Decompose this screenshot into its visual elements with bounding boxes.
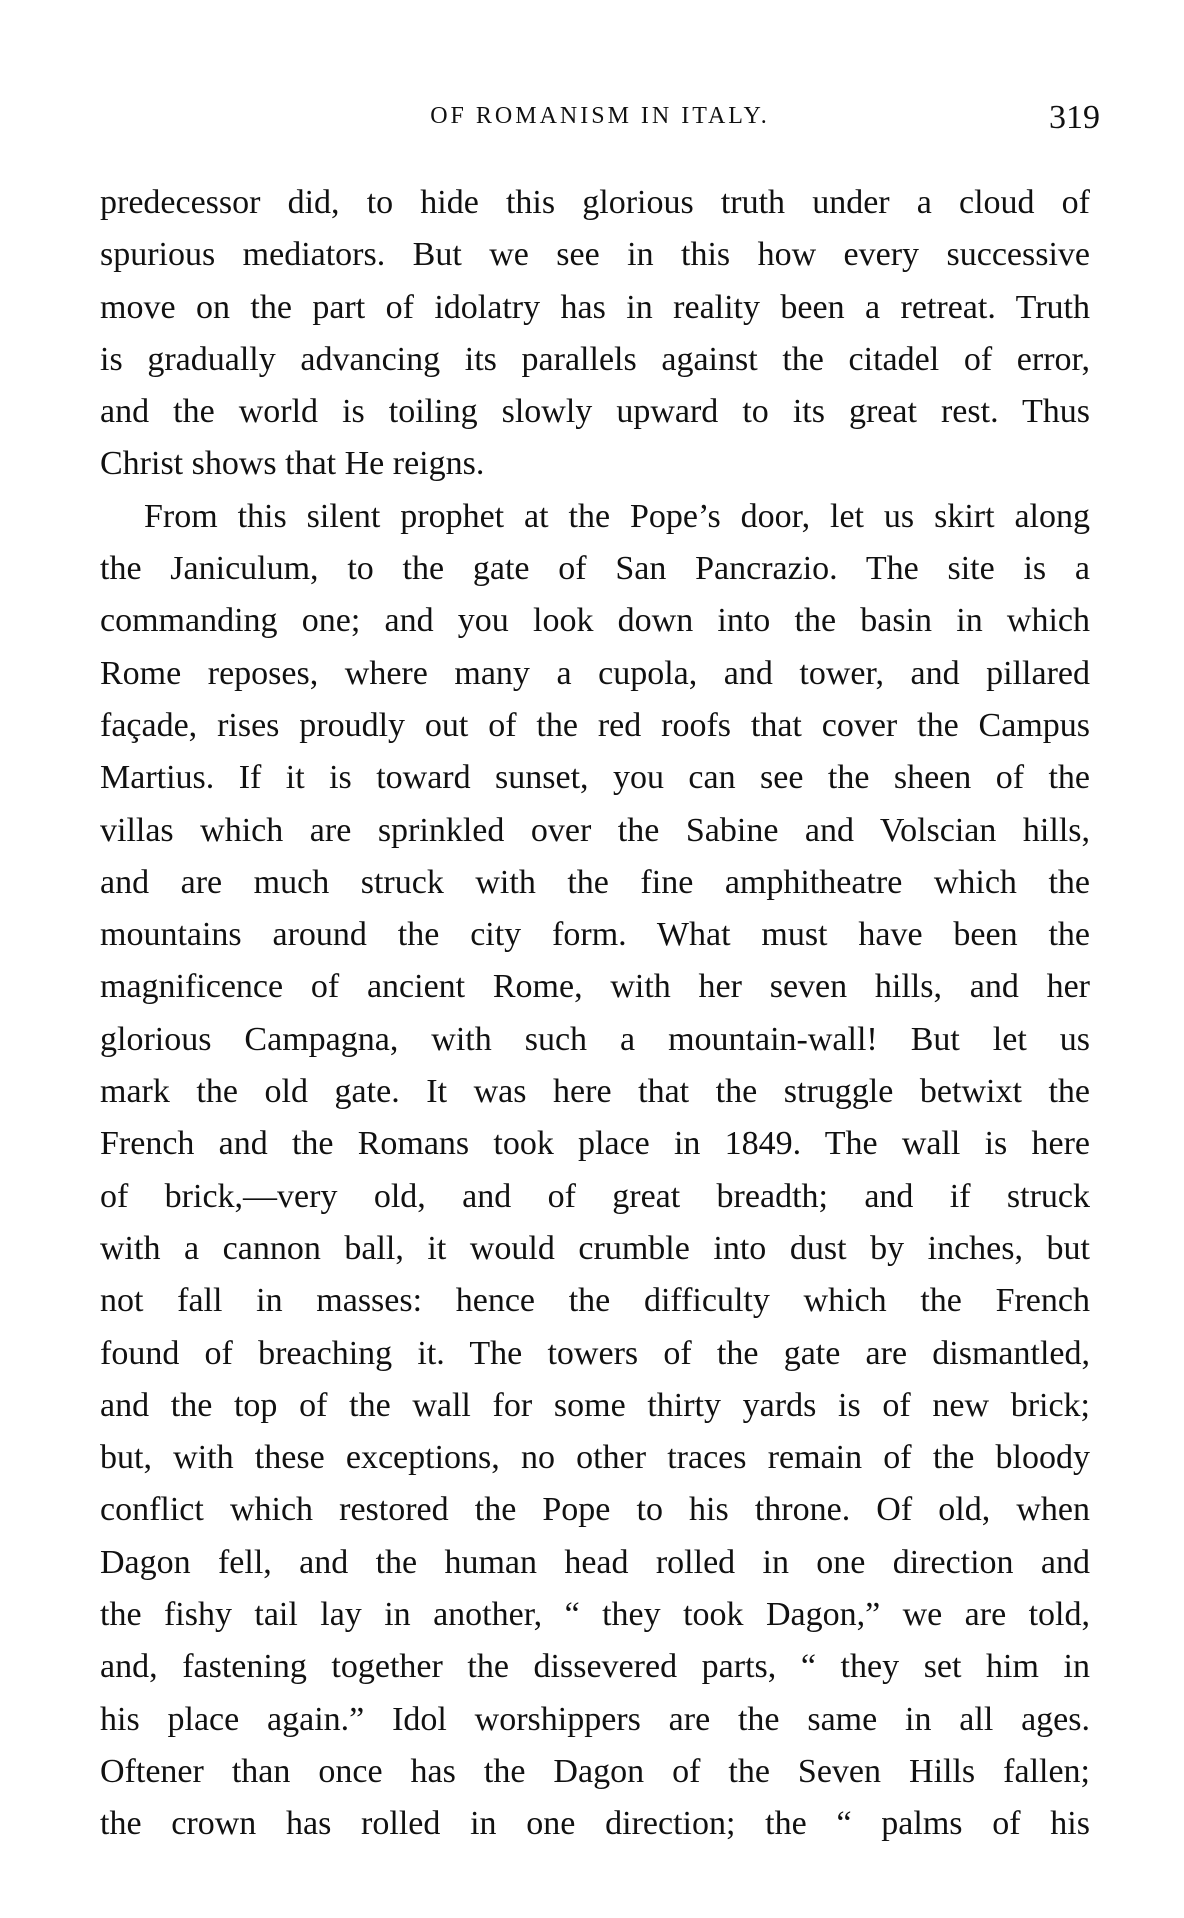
text-line: not fall in masses: hence the difficulty which the French	[100, 1282, 1090, 1320]
text-line: is gradually advancing its parallels against the citadel of error,	[100, 340, 1090, 378]
text-line: glorious Campagna, with such a mountain-wall! But let us	[100, 1020, 1090, 1058]
text-line: and the world is toiling slowly upward to its great rest. Thus	[100, 393, 1090, 431]
text-line: and the top of the wall for some thirty yards is of new brick;	[100, 1386, 1090, 1424]
text-line: French and the Romans took place in 1849. The wall is here	[100, 1125, 1090, 1163]
text-line: with a cannon ball, it would crumble into dust by inches, but	[100, 1229, 1090, 1267]
text-line: of brick,—very old, and of great breadth; and if struck	[100, 1177, 1090, 1215]
text-line: his place again.” Idol worshippers are the same in all ages.	[100, 1700, 1090, 1738]
text-line: the fishy tail lay in another, “ they took Dagon,” we are told,	[100, 1596, 1090, 1634]
text-line: but, with these exceptions, no other traces remain of the bloody	[100, 1439, 1090, 1477]
text-line: the Janiculum, to the gate of San Pancrazio. The site is a	[100, 550, 1090, 588]
text-line: villas which are sprinkled over the Sabine and Volscian hills,	[100, 811, 1090, 849]
paragraph-start-line: From this silent prophet at the Pope’s door, let us skirt along	[144, 497, 1090, 535]
text-line: move on the part of idolatry has in reality been a retreat. Truth	[100, 288, 1090, 326]
text-line: Dagon fell, and the human head rolled in one direction and	[100, 1543, 1090, 1581]
text-line: magnificence of ancient Rome, with her seven hills, and her	[100, 968, 1090, 1006]
text-line: predecessor did, to hide this glorious truth under a cloud of	[100, 184, 1090, 221]
body-text	[100, 177, 1090, 1851]
running-head	[100, 96, 1100, 136]
text-line: mountains around the city form. What must have been the	[100, 916, 1090, 954]
text-line: Christ shows that He reigns.	[100, 445, 485, 483]
text-line: and, fastening together the dissevered parts, “ they set him in	[100, 1648, 1090, 1686]
text-line: Rome reposes, where many a cupola, and tower, and pillared	[100, 654, 1090, 692]
text-line: conflict which restored the Pope to his throne. Of old, when	[100, 1491, 1090, 1529]
text-line: commanding one; and you look down into the basin in which	[100, 602, 1090, 640]
text-line: the crown has rolled in one direction; the “ palms of his	[100, 1805, 1090, 1843]
text-line: mark the old gate. It was here that the struggle betwixt the	[100, 1073, 1090, 1111]
running-title: OF ROMANISM IN ITALY.	[430, 103, 770, 129]
text-line: found of breaching it. The towers of the gate are dismantled,	[100, 1334, 1090, 1372]
text-line: Martius. If it is toward sunset, you can see the sheen of the	[100, 759, 1090, 797]
text-line: spurious mediators. But we see in this how every successive	[100, 236, 1090, 274]
page-number: 319	[1049, 99, 1100, 136]
text-line: Oftener than once has the Dagon of the Seven Hills fallen;	[100, 1752, 1090, 1790]
text-line: and are much struck with the fine amphitheatre which the	[100, 863, 1090, 901]
text-line: façade, rises proudly out of the red roofs that cover the Campus	[100, 706, 1090, 744]
